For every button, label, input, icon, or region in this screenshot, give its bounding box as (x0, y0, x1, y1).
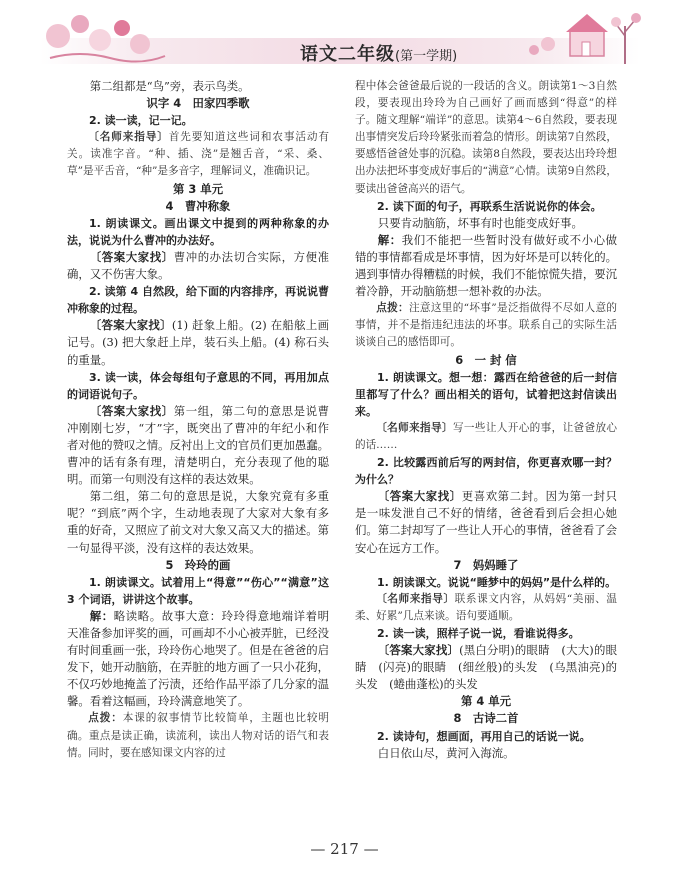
answer-text: 曹冲的办法切合实际，方便准确，又不伤害大象。 (67, 249, 329, 282)
left-column (67, 78, 329, 762)
question: 2. 读一读，照样子说一说，看谁说得多。 (377, 627, 580, 640)
guide-text: 写一些让人开心的事，让爸爸放心的话…… (355, 421, 618, 451)
house-tree-icon (520, 4, 650, 66)
lesson-heading: 识字 4 田家四季歌 (146, 96, 250, 111)
answer-text: 我们不能把一些暂时没有做好或不小心做错的事情都看成是坏事情，因为好坏是可以转化的。遇到事情办得糟糕的时候，我们不能惊慌失措，要沉着冷静，开动脑筋想一想补救的办法。 (355, 232, 617, 299)
answer-tag: 〔答案大家找〕 (377, 643, 460, 658)
guide-text: 首先要知道这些词和农事活动有关。读准字音。“种、插、浇”是翘舌音，“采、桑、草”是平舌音，“种”是多音字，理解词义，准确识记。 (67, 131, 330, 178)
guide-tag: 〔名师来指导〕 (376, 592, 455, 605)
answer-tag: 〔答案大家找〕 (377, 489, 462, 504)
guide-note (67, 129, 329, 180)
hint-text: 注意这里的“坏事”是泛指做得不尽如人意的事情，并不是指违纪违法的坏事。联系自己的实际生活谈谈自己的感悟即可。 (355, 302, 617, 349)
question: 2. 读诗句，想画面，再用自己的话说一说。 (377, 729, 591, 743)
example-sentence: 只要肯动脑筋，坏事有时也能变成好事。 (377, 215, 583, 230)
lesson-heading: 6 一 封 信 (455, 352, 517, 367)
page-header (0, 0, 689, 70)
answer (67, 249, 329, 283)
answer-text: (1) 赶象上船。(2) 在船舷上画记号。(3) 把大象赶上岸，装石头上船。(4) 称石头的重量。 (67, 318, 329, 367)
answer-text: 略读略。故事大意：玲玲得意地端详着明天准备参加评奖的画，可画却不小心被弄脏，已经没有时间重画一张，玲玲伤心地哭了。但是在爸爸的启发下，她开动脑筋，在弄脏的地方画了一只小花狗，不仅巧妙地掩盖了污渍，还给作品平添了几分家的温馨。看着这幅画，玲玲满意地笑了。 (67, 608, 329, 709)
answer-tag: 解： (377, 232, 402, 247)
answer (355, 232, 617, 300)
hint-text: 本课的叙事情节比较简单，主题也比较明确。重点是读正确，读流利，读出人物对话的语气和表情。同时，要在感知课文内容的过 (67, 712, 330, 759)
decoration-left-icon (40, 6, 170, 66)
answer-text: (黑白分明)的眼睛 (大大)的眼睛 (闪亮)的眼睛 (细丝般)的头发 (乌黑油亮)的头发 (蜷曲蓬松)的头发 (355, 643, 617, 692)
answer-tag: 解： (89, 608, 114, 623)
book-title: 语文二年级 (300, 44, 395, 65)
unit-heading: 第 4 单元 (460, 694, 512, 709)
question: 3. 读一读，体会每组句子意思的不同，再用加点的词语说句子。 (67, 370, 329, 401)
question: 2. 读下面的句子，再联系生活说说你的体会。 (377, 199, 602, 213)
answer (355, 642, 617, 693)
answer-text: 更喜欢第二封。因为第一封只是一味发泄自己不好的情绪，爸爸看到后会担心她们。第二封却写了一些让人开心的事情，爸爸看了会安心在远方工作。 (355, 489, 617, 555)
lesson-heading: 8 古诗二首 (453, 711, 519, 726)
answer-text: 第一组，第二句的意思是说曹冲刚刚七岁，“才”字，既突出了曹冲的年纪小和作者对他的赞叹之情。反衬出上文的官员们更加愚蠢。曹冲的话有条有理，清楚明白，充分表现了他的聪明。而第一句则没有这样的表达效果。 (67, 403, 329, 487)
unit-heading: 第 3 单元 (172, 181, 224, 196)
question: 2. 读一读，记一记。 (89, 114, 193, 128)
lesson-heading: 7 妈妈睡了 (453, 557, 519, 572)
lesson-heading: 5 玲玲的画 (165, 557, 231, 572)
answer-continued: 第二组，第二句的意思是说，大象究竟有多重呢？“到底”两个字，生动地表现了大家对大象有多重的好奇，又照应了前文对大象又高又大的描述。第一句显得平淡，没有这样的表达效果。 (67, 489, 329, 555)
question: 1. 朗读课文。说说“睡梦中的妈妈”是什么样的。 (377, 575, 617, 589)
poem-line: 白日依山尽，黄河入海流。 (377, 745, 515, 760)
hint-continued: 程中体会爸爸最后说的一段话的含义。朗读第1～3自然段，要表现出玲玲为自己画好了画而感到“得意”的样子。随文理解“端详”的意思。读第4～6自然段，要表现出事情突发后玲玲紧张而着急的情形。朗读第7自然段，要感悟爸爸处事的沉稳。读第8自然段，要表达出玲玲想出办法把坏事变成好事后的“满意”心情。读第9自然段，要读出爸爸高兴的语气。 (355, 80, 617, 195)
guide-tag: 〔名师来指导〕 (376, 421, 453, 434)
answer (355, 488, 617, 556)
lesson-heading: 4 曹冲称象 (165, 198, 231, 213)
answer (67, 403, 329, 488)
guide-note (355, 591, 617, 625)
paragraph: 第二组都是“鸟”旁，表示鸟类。 (89, 79, 250, 93)
question: 1. 朗读课文。试着用上“得意”“伤心”“满意”这 3 个词语，讲讲这个故事。 (67, 575, 329, 606)
guide-note (355, 420, 617, 454)
hint-tag: 点拨： (376, 302, 409, 315)
answer (67, 317, 329, 368)
answer-tag: 〔答案大家找〕 (89, 318, 172, 333)
question: 2. 比较露西前后写的两封信，你更喜欢哪一封？为什么？ (355, 456, 617, 487)
hint-note (355, 300, 617, 351)
hint-note (67, 710, 329, 761)
answer-tag: 〔答案大家找〕 (89, 403, 174, 418)
hint-tag: 点拨： (88, 712, 123, 725)
question: 2. 读第 4 自然段，给下面的内容排序，再说说曹冲称象的过程。 (67, 285, 329, 316)
question: 1. 朗读课文。想一想：露西在给爸爸的后一封信里都写了什么？画出相关的语句，试着把这封信读出来。 (355, 370, 617, 418)
answer-tag: 〔答案大家找〕 (89, 249, 174, 264)
header-title (300, 40, 457, 66)
question: 1. 朗读课文。画出课文中提到的两种称象的办法，说说为什么曹冲的办法好。 (67, 216, 329, 247)
guide-text: 联系课文内容，从妈妈“美丽、温柔、好累”几点来谈。语句要通顺。 (355, 592, 617, 622)
right-column (355, 78, 617, 762)
guide-tag: 〔名师来指导〕 (88, 131, 169, 144)
book-subtitle: (第一学期) (395, 49, 458, 64)
page-number: — 217 — (310, 840, 379, 858)
answer (67, 608, 329, 711)
